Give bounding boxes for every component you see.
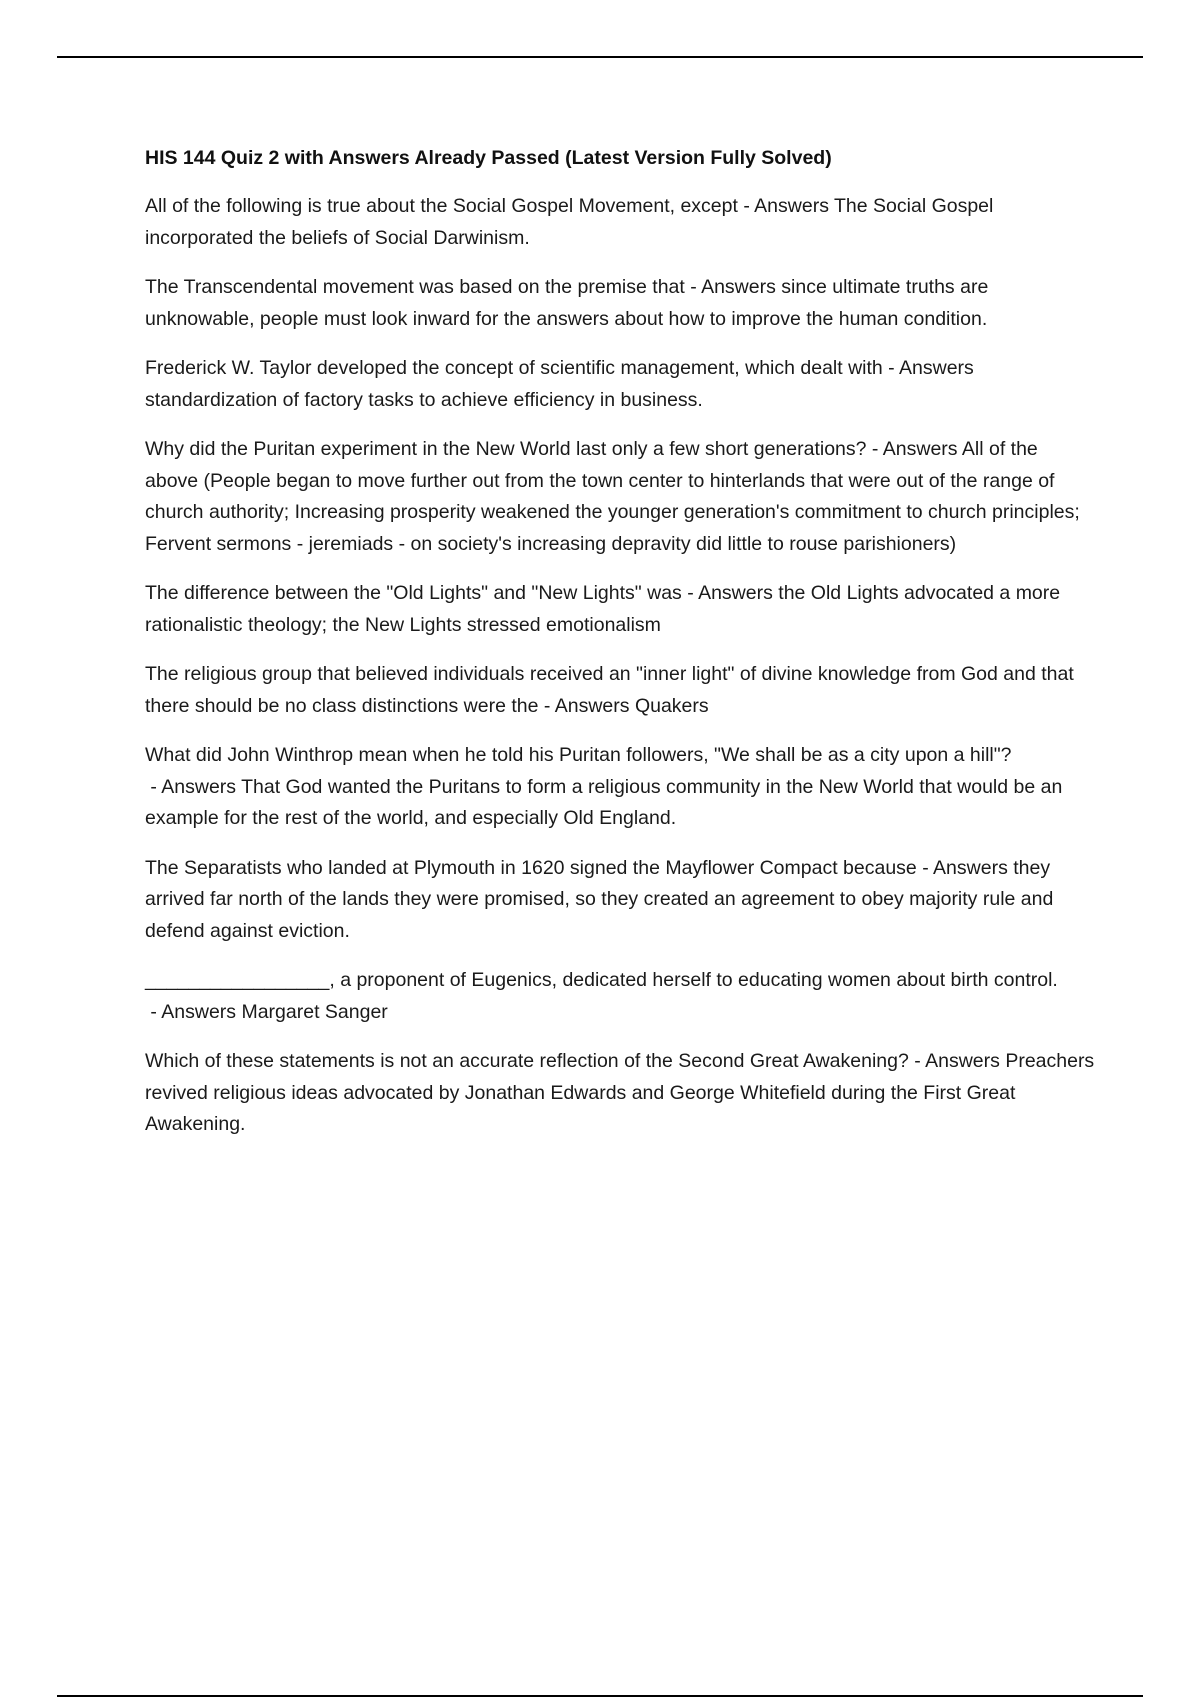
answer-prefix: Answers xyxy=(882,438,962,460)
answer-text: since ultimate truths are unknowable, people must look inward for the answers about how to improve the human condition. xyxy=(145,276,989,330)
answer-text: Preachers revived religious ideas advocated by Jonathan Edwards and George Whitefield during the First Great Awakening. xyxy=(145,1050,1095,1135)
document-body xyxy=(145,143,1095,1159)
separator: - xyxy=(737,195,755,217)
question-text: What did John Winthrop mean when he told his Puritan followers, "We shall be as a city upon a hill"? xyxy=(145,744,1012,766)
answer-text: The Social Gospel incorporated the beliefs of Social Darwinism. xyxy=(145,195,994,249)
answer-text: Quakers xyxy=(634,694,709,717)
footer-divider xyxy=(57,1695,1143,1697)
answer-prefix: Answers xyxy=(754,195,835,217)
qa-item xyxy=(145,1046,1095,1141)
question-text: The Separatists who landed at Plymouth in 1620 signed the Mayflower Compact because xyxy=(145,856,917,879)
answer-prefix: Answers xyxy=(554,694,635,717)
qa-item xyxy=(145,853,1095,948)
question-text: The religious group that believed individuals received an "inner light" of divine knowledge from God and that there should be no class distinctions were the xyxy=(145,663,1074,717)
qa-item xyxy=(145,191,1095,254)
answer-prefix: Answers xyxy=(925,1050,1006,1072)
qa-item xyxy=(145,353,1095,416)
document-title: HIS 144 Quiz 2 with Answers Already Passed (Latest Version Fully Solved) xyxy=(145,147,832,169)
qa-item xyxy=(145,272,1095,335)
separator: - xyxy=(145,775,162,798)
answer-prefix: Answers xyxy=(698,582,779,604)
answer-text: That God wanted the Puritans to form a religious community in the New World that would be an example for the rest of the world, and especially Old England. xyxy=(145,775,1063,829)
qa-item xyxy=(145,740,1095,835)
qa-item xyxy=(145,659,1095,722)
question-text: Which of these statements is not an accurate reflection of the Second Great Awakening? xyxy=(145,1050,909,1072)
header-divider xyxy=(57,56,1143,58)
question-text: The Transcendental movement was based on the premise that xyxy=(145,276,685,298)
separator: - xyxy=(916,856,934,879)
separator: - xyxy=(882,357,900,379)
answer-prefix: Answers xyxy=(899,357,974,379)
qa-item xyxy=(145,434,1095,560)
separator: - xyxy=(681,582,699,604)
answer-prefix: Answers xyxy=(161,775,242,798)
question-text: Frederick W. Taylor developed the concept of scientific management, which dealt with xyxy=(145,357,883,379)
answer-text: All of the above (People began to move further out from the town center to hinterlands that were out of the range of church authority; Increasing prosperity weakened the younger generation's commitment to church principles; Fervent sermons - jeremiads - on society's increasing depravity did little to rouse parishioners) xyxy=(145,438,1080,555)
question-text: The difference between the "Old Lights" and "New Lights" was xyxy=(145,582,682,604)
answer-text: they arrived far north of the lands they were promised, so they created an agreement to obey majority rule and defend against eviction. xyxy=(145,856,1054,942)
separator: - xyxy=(908,1050,926,1072)
qa-item xyxy=(145,578,1095,641)
separator: - xyxy=(538,694,555,717)
separator: - xyxy=(684,276,702,298)
separator: - xyxy=(145,1000,162,1023)
question-text: _________________, a proponent of Eugenics, dedicated herself to educating women about birth control. xyxy=(145,969,1058,991)
answer-prefix: Answers xyxy=(933,856,1014,879)
answer-text: Margaret Sanger xyxy=(241,1000,388,1023)
qa-item xyxy=(145,965,1095,1028)
answer-text: the Old Lights advocated a more rationalistic theology; the New Lights stressed emotionalism xyxy=(145,582,1061,636)
answer-prefix: Answers xyxy=(161,1000,242,1023)
separator: - xyxy=(866,438,883,460)
question-text: All of the following is true about the Social Gospel Movement, except xyxy=(145,195,738,217)
qa-list xyxy=(145,191,1095,1141)
answer-text: standardization of factory tasks to achieve efficiency in business. xyxy=(145,388,703,411)
answer-prefix: Answers xyxy=(701,276,782,298)
question-text: Why did the Puritan experiment in the New World last only a few short generations? xyxy=(145,438,867,460)
